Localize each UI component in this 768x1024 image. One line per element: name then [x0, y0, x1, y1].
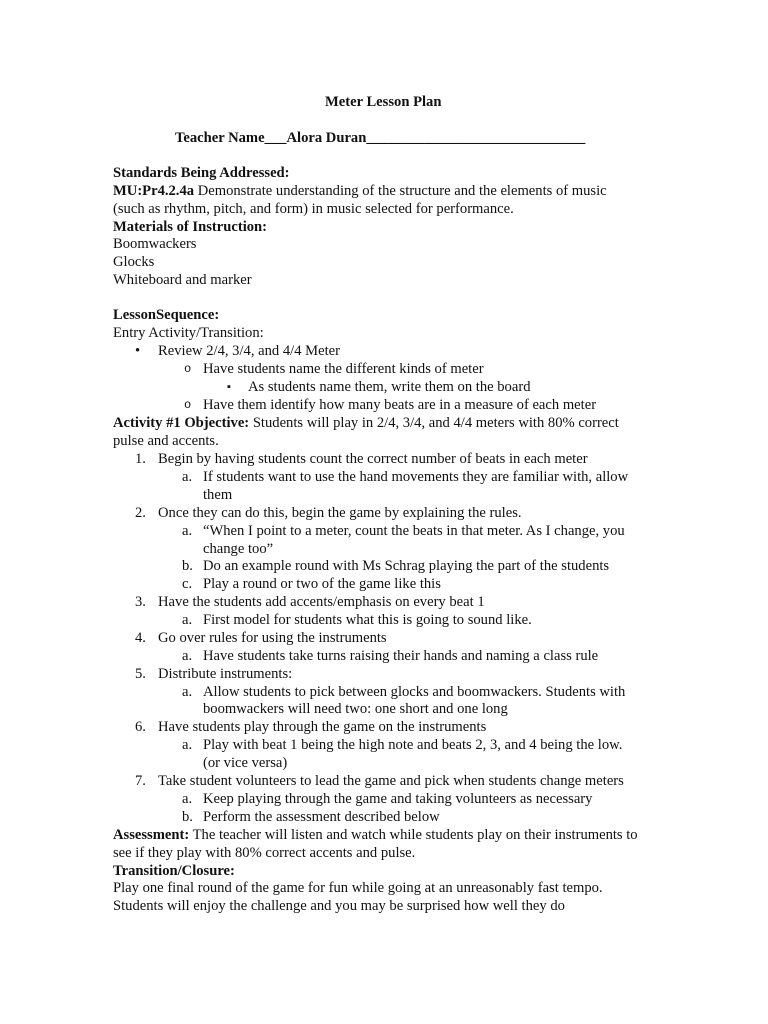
circle-marker: o	[184, 362, 192, 376]
closure-line-1: Play one final round of the game for fun while going at an unreasonably fast tempo.	[113, 880, 603, 896]
sub-step-text: “When I point to a meter, count the beats in that meter. As I change, you	[203, 523, 625, 539]
sub-step-text: First model for students what this is going to sound like.	[203, 612, 532, 628]
step-text: Once they can do this, begin the game by explaining the rules.	[158, 505, 522, 521]
step-text: Begin by having students count the correct number of beats in each meter	[158, 451, 588, 467]
step-number: 2.	[135, 505, 146, 521]
standards-line-2: (such as rhythm, pitch, and form) in music selected for performance.	[113, 201, 514, 217]
sub-step-text: If students want to use the hand movements they are familiar with, allow	[203, 469, 629, 485]
sub-step-text: Perform the assessment described below	[203, 809, 440, 825]
step-text: Have students play through the game on the instruments	[158, 719, 487, 735]
assessment-text-1: The teacher will listen and watch while students play on their instruments to	[189, 827, 638, 843]
assessment-line-2: see if they play with 80% correct accents and pulse.	[113, 845, 416, 861]
step-number: 1.	[135, 451, 146, 467]
materials-heading: Materials of Instruction:	[113, 219, 268, 235]
step-text: Take student volunteers to lead the game and pick when students change meters	[158, 773, 624, 789]
activity-heading: Activity #1 Objective:	[113, 415, 250, 431]
document-title: Meter Lesson Plan	[325, 94, 442, 110]
standards-line-1	[113, 182, 607, 200]
sub-step-text: Have students take turns raising their hands and naming a class rule	[203, 648, 599, 664]
square-marker: ▪	[227, 381, 231, 393]
sub-step-text: Play a round or two of the game like this	[203, 576, 441, 592]
sub-marker: a.	[182, 523, 193, 539]
closure-line-2: Students will enjoy the challenge and you may be surprised how well they do	[113, 898, 565, 914]
assessment-line-1	[113, 826, 638, 844]
sub-marker: a.	[182, 469, 193, 485]
entry-activity-label: Entry Activity/Transition:	[113, 325, 264, 341]
teacher-name-line	[175, 129, 585, 147]
step-number: 7.	[135, 773, 146, 789]
activity-text-1: Students will play in 2/4, 3/4, and 4/4 meters with 80% correct	[249, 415, 619, 431]
closure-heading: Transition/Closure:	[113, 863, 235, 879]
activity-objective-line-2: pulse and accents.	[113, 433, 219, 449]
standards-text-1: Demonstrate understanding of the structure and the elements of music	[194, 183, 607, 199]
sub-marker: b.	[182, 809, 193, 825]
entry-bullet-1: Review 2/4, 3/4, and 4/4 Meter	[158, 343, 340, 359]
step-text: Have the students add accents/emphasis on every beat 1	[158, 594, 485, 610]
sub-step-text: Do an example round with Ms Schrag playing the part of the students	[203, 558, 610, 574]
material-item: Whiteboard and marker	[113, 272, 252, 288]
entry-subsub-1: As students name them, write them on the board	[248, 379, 531, 395]
standard-code: MU:Pr4.2.4a	[113, 183, 195, 199]
sub-step-text: Keep playing through the game and taking volunteers as necessary	[203, 791, 593, 807]
sequence-heading: LessonSequence:	[113, 307, 220, 323]
circle-marker: o	[184, 398, 192, 412]
standards-heading: Standards Being Addressed:	[113, 165, 290, 181]
sub-marker: a.	[182, 684, 193, 700]
assessment-heading: Assessment:	[113, 827, 190, 843]
sub-step-text: Play with beat 1 being the high note and beats 2, 3, and 4 being the low.	[203, 737, 623, 753]
bullet-marker: •	[135, 343, 141, 359]
step-number: 5.	[135, 666, 146, 682]
sub-step-text: boomwackers will need two: one short and one long	[203, 701, 508, 717]
step-number: 3.	[135, 594, 146, 610]
sub-marker: a.	[182, 737, 193, 753]
teacher-label: Teacher Name	[175, 130, 265, 146]
sub-marker: c.	[182, 576, 193, 592]
sub-marker: b.	[182, 558, 193, 574]
sub-marker: a.	[182, 648, 193, 664]
entry-sub-1: Have students name the different kinds of meter	[203, 361, 484, 377]
entry-sub-2: Have them identify how many beats are in a measure of each meter	[203, 397, 597, 413]
step-text: Go over rules for using the instruments	[158, 630, 387, 646]
sub-marker: a.	[182, 791, 193, 807]
sub-step-text: Allow students to pick between glocks and boomwackers. Students with	[203, 684, 626, 700]
material-item: Glocks	[113, 254, 155, 270]
step-number: 4.	[135, 630, 146, 646]
teacher-value: ___Alora Duran______________________________	[264, 130, 586, 146]
step-number: 6.	[135, 719, 146, 735]
sub-marker: a.	[182, 612, 193, 628]
activity-objective-line-1	[113, 414, 619, 432]
sub-step-text: (or vice versa)	[203, 755, 288, 771]
step-text: Distribute instruments:	[158, 666, 293, 682]
sub-step-text: them	[203, 487, 233, 503]
sub-step-text: change too”	[203, 541, 274, 557]
material-item: Boomwackers	[113, 236, 197, 252]
